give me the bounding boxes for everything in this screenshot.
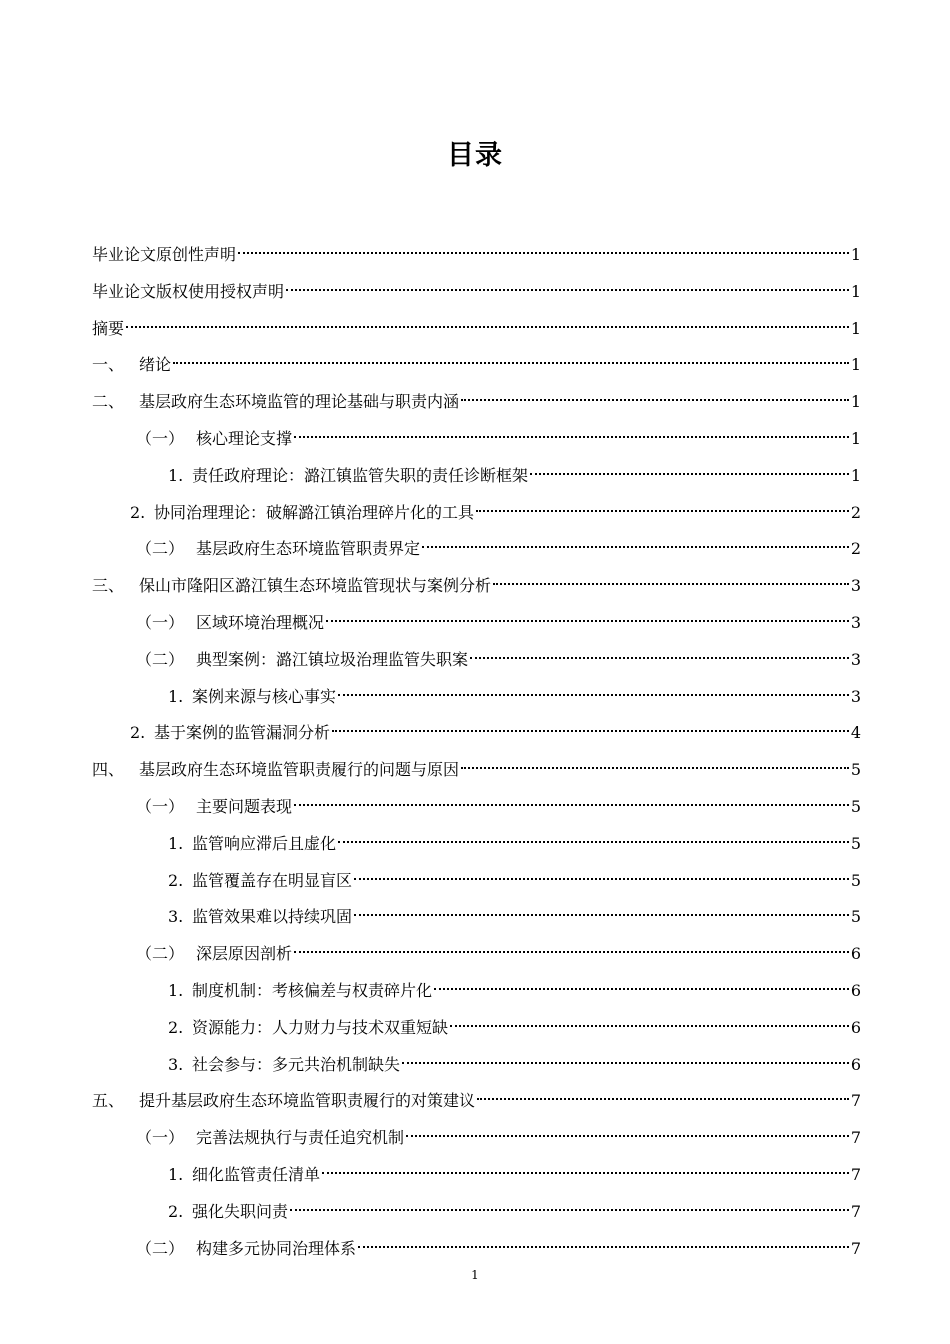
toc-entry-label: 深层原因剖析 — [196, 944, 293, 964]
toc-entry-label: 监管响应滞后且虚化 — [192, 833, 337, 853]
toc-dot-leader — [354, 894, 849, 922]
toc-dot-leader — [493, 563, 849, 591]
toc-dot-leader — [332, 710, 849, 738]
toc-entry-number: （一） — [136, 428, 185, 448]
toc-entry-page: 7 — [850, 1091, 861, 1111]
toc-entry[interactable] — [92, 821, 861, 858]
toc-entry-page: 5 — [850, 833, 861, 853]
toc-dot-leader — [238, 232, 849, 260]
toc-entry-label: 主要问题表现 — [196, 796, 293, 816]
toc-dot-leader — [338, 674, 849, 702]
toc-entry-number: 3. — [168, 1054, 184, 1074]
toc-dot-leader — [322, 1152, 849, 1180]
toc-entry-number: 2. — [168, 1201, 184, 1221]
toc-dot-leader — [530, 453, 849, 481]
toc-dot-leader — [358, 1226, 849, 1254]
toc-entry[interactable] — [92, 490, 861, 527]
toc-entry[interactable] — [92, 416, 861, 453]
toc-entry[interactable] — [92, 1115, 861, 1152]
toc-entry-page: 6 — [850, 980, 861, 1000]
toc-entry-page: 5 — [850, 796, 861, 816]
toc-entry-number: 一、 — [92, 355, 125, 375]
toc-entry-page: 7 — [850, 1128, 861, 1148]
toc-entry-label: 核心理论支撑 — [196, 428, 293, 448]
toc-entry-page: 1 — [850, 392, 861, 412]
toc-entry[interactable] — [92, 563, 861, 600]
toc-entry-label: 监管覆盖存在明显盲区 — [192, 870, 353, 890]
toc-entry-label: 毕业论文版权使用授权声明 — [92, 281, 285, 301]
toc-entry[interactable] — [92, 526, 861, 563]
toc-entry-label: 监管效果难以持续巩固 — [192, 907, 353, 927]
toc-entry-label: 案例来源与核心事实 — [192, 686, 337, 706]
toc-entry[interactable] — [92, 269, 861, 306]
toc-entry[interactable] — [92, 1226, 861, 1263]
toc-entry-label: 强化失职问责 — [192, 1201, 289, 1221]
toc-entry-label: 摘要 — [92, 318, 125, 338]
toc-entry-page: 3 — [850, 576, 861, 596]
toc-entry-page: 2 — [850, 539, 861, 559]
toc-dot-leader — [406, 1115, 849, 1143]
toc-entry-number: 3. — [168, 907, 184, 927]
toc-entry-number: （二） — [136, 539, 185, 559]
toc-entry-number: 二、 — [92, 392, 125, 412]
toc-entry-page: 7 — [850, 1238, 861, 1258]
toc-entry-label: 典型案例：潞江镇垃圾治理监管失职案 — [196, 649, 469, 669]
toc-entry-number: 1. — [168, 465, 184, 485]
toc-entry-page: 3 — [850, 649, 861, 669]
toc-entry-page: 1 — [850, 465, 861, 485]
toc-entry-number: 2. — [130, 723, 146, 743]
page-number: 1 — [471, 1268, 479, 1282]
toc-entry-label: 基层政府生态环境监管的理论基础与职责内涵 — [139, 392, 460, 412]
toc-dot-leader — [294, 416, 849, 444]
toc-entry[interactable] — [92, 600, 861, 637]
toc-entry[interactable] — [92, 453, 861, 490]
toc-entry-page: 7 — [850, 1201, 861, 1221]
toc-entry-page: 2 — [850, 502, 861, 522]
toc-dot-leader — [326, 600, 849, 628]
toc-entry-page: 3 — [850, 686, 861, 706]
toc-dot-leader — [477, 1078, 849, 1106]
toc-dot-leader — [470, 637, 849, 665]
toc-dot-leader — [476, 490, 849, 518]
toc-dot-leader — [286, 269, 849, 297]
toc-entry[interactable] — [92, 931, 861, 968]
toc-entry-page: 1 — [850, 245, 861, 264]
toc-entry-label: 社会参与：多元共治机制缺失 — [192, 1054, 401, 1074]
toc-entry-label: 制度机制：考核偏差与权责碎片化 — [192, 980, 433, 1000]
toc-entry[interactable] — [92, 1078, 861, 1115]
toc-entry-label: 协同治理理论：破解潞江镇治理碎片化的工具 — [154, 502, 475, 522]
toc-entry-label: 完善法规执行与责任追究机制 — [196, 1128, 405, 1148]
toc-entry-label: 提升基层政府生态环境监管职责履行的对策建议 — [139, 1091, 476, 1111]
toc-entry[interactable] — [92, 306, 861, 343]
toc-entry[interactable] — [92, 1189, 861, 1226]
toc-entry-page: 6 — [850, 1017, 861, 1037]
toc-entry-page: 1 — [850, 355, 861, 375]
toc-entry[interactable] — [92, 894, 861, 931]
toc-entry-page: 6 — [850, 1054, 861, 1074]
toc-entry-page: 4 — [850, 723, 861, 743]
toc-entry-label: 基层政府生态环境监管职责界定 — [196, 539, 421, 559]
toc-dot-leader — [461, 379, 849, 407]
toc-entry-label: 毕业论文原创性声明 — [92, 245, 237, 264]
toc-entry-label: 责任政府理论：潞江镇监管失职的责任诊断框架 — [192, 465, 529, 485]
toc-dot-leader — [126, 306, 849, 334]
toc-entry[interactable] — [92, 342, 861, 379]
toc-dot-leader — [338, 821, 849, 849]
toc-entry-page: 7 — [850, 1164, 861, 1184]
toc-entry-label: 基于案例的监管漏洞分析 — [154, 723, 331, 743]
toc-entry[interactable] — [92, 674, 861, 711]
toc-entry-label: 保山市隆阳区潞江镇生态环境监管现状与案例分析 — [139, 576, 492, 596]
toc-entry-number: 1. — [168, 1164, 184, 1184]
table-of-contents — [92, 232, 861, 1262]
toc-entry-number: 1. — [168, 686, 184, 706]
toc-entry[interactable] — [92, 784, 861, 821]
toc-entry-number: （二） — [136, 1238, 185, 1258]
toc-dot-leader — [461, 747, 849, 775]
toc-entry-number: 三、 — [92, 576, 125, 596]
toc-entry[interactable] — [92, 232, 861, 269]
toc-entry-number: 2. — [130, 502, 146, 522]
toc-entry-number: 2. — [168, 870, 184, 890]
toc-entry[interactable] — [92, 747, 861, 784]
toc-entry-page: 1 — [850, 428, 861, 448]
toc-entry-number: （一） — [136, 1128, 185, 1148]
toc-entry-page: 1 — [850, 281, 861, 301]
toc-dot-leader — [422, 526, 849, 554]
toc-entry-label: 资源能力：人力财力与技术双重短缺 — [192, 1017, 449, 1037]
toc-entry-label: 绪论 — [139, 355, 172, 375]
toc-dot-leader — [450, 1005, 849, 1033]
toc-dot-leader — [402, 1042, 849, 1070]
toc-entry-label: 细化监管责任清单 — [192, 1164, 321, 1184]
toc-dot-leader — [434, 968, 849, 996]
toc-entry[interactable] — [92, 637, 861, 674]
toc-entry-page: 5 — [850, 907, 861, 927]
toc-dot-leader — [294, 784, 849, 812]
toc-entry-number: 1. — [168, 980, 184, 1000]
toc-entry[interactable] — [92, 379, 861, 416]
toc-dot-leader — [173, 342, 849, 370]
toc-entry[interactable] — [92, 1042, 861, 1079]
toc-dot-leader — [294, 931, 849, 959]
toc-dot-leader — [354, 858, 849, 886]
toc-entry-number: 五、 — [92, 1091, 125, 1111]
toc-entry-page: 5 — [850, 760, 861, 780]
toc-entry-page: 5 — [850, 870, 861, 890]
toc-entry[interactable] — [92, 858, 861, 895]
toc-entry-number: 2. — [168, 1017, 184, 1037]
toc-entry-label: 区域环境治理概况 — [196, 612, 325, 632]
toc-entry[interactable] — [92, 1152, 861, 1189]
toc-entry-number: （二） — [136, 944, 185, 964]
toc-entry-label: 构建多元协同治理体系 — [196, 1238, 357, 1258]
toc-entry-page: 6 — [850, 944, 861, 964]
toc-entry-number: （一） — [136, 796, 185, 816]
toc-entry-label: 基层政府生态环境监管职责履行的问题与原因 — [139, 760, 460, 780]
toc-entry-number: （一） — [136, 612, 185, 632]
toc-entry[interactable] — [92, 968, 861, 1005]
toc-entry-number: 四、 — [92, 760, 125, 780]
toc-dot-leader — [290, 1189, 849, 1217]
toc-entry-page: 3 — [850, 612, 861, 632]
toc-entry-number: （二） — [136, 649, 185, 669]
toc-entry[interactable] — [92, 710, 861, 747]
page-title: 目录 — [447, 140, 503, 171]
toc-entry-number: 1. — [168, 833, 184, 853]
toc-entry-page: 1 — [850, 318, 861, 338]
toc-entry[interactable] — [92, 1005, 861, 1042]
